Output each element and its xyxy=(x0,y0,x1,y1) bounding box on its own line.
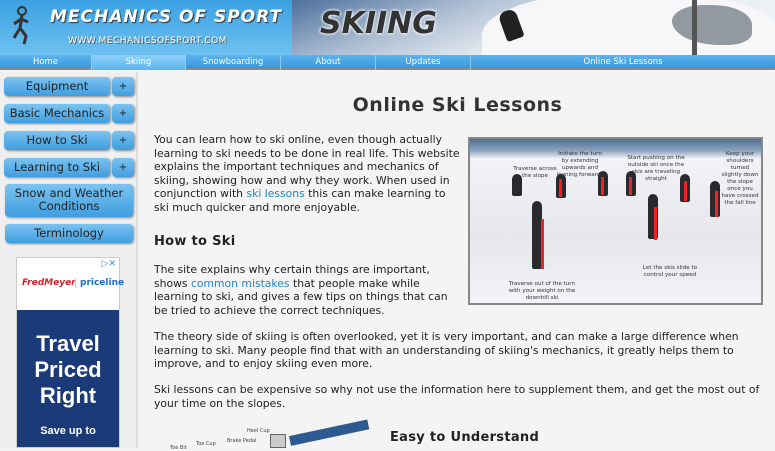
image-label-2: Initiate the turn by extending upwards and leaning forwards xyxy=(556,151,604,178)
header xyxy=(0,0,775,55)
runner-icon xyxy=(10,6,32,46)
easy-heading: Easy to Understand xyxy=(390,430,540,445)
logo-url: WWW.MECHANICSOFSPORT.COM xyxy=(68,36,227,46)
ski-turn-illustration xyxy=(468,137,763,305)
tab-skiing[interactable]: Skiing xyxy=(92,55,186,70)
sidebar xyxy=(0,72,138,448)
sidebar-item-snow-weather[interactable]: Snow and Weather Conditions xyxy=(5,184,133,217)
expand-basic-mechanics-button[interactable]: + xyxy=(112,104,134,123)
image-label-6: Traverse out of the turn with your weight on the downhill ski xyxy=(508,281,576,301)
ad-brand-priceline: priceline xyxy=(75,278,124,288)
intro-text-end: this can make learning to ski much quicker and more enjoyable. xyxy=(154,187,446,214)
page-title: Online Ski Lessons xyxy=(352,94,563,116)
image-label-3: Start pushing on the outside ski once the skis are traveling straight xyxy=(627,155,685,182)
banner-image xyxy=(292,0,775,55)
tab-snowboarding[interactable]: Snowboarding xyxy=(186,55,281,70)
sidebar-item-how-to-ski[interactable]: How to Ski xyxy=(4,131,110,150)
how-paragraph xyxy=(154,263,460,317)
diagram-label-toe-cup: Toe Cup xyxy=(196,441,216,447)
expand-learning-to-ski-button[interactable]: + xyxy=(112,158,134,177)
sidebar-item-equipment[interactable]: Equipment xyxy=(4,77,110,96)
ad-brand-fredmeyer: FredMeyer xyxy=(22,278,76,288)
ad-headline: Travel Priced Right xyxy=(34,331,102,408)
ad-subtext: Save up to xyxy=(40,425,96,437)
ad-close-icon[interactable]: ▷✕ xyxy=(101,259,116,269)
main-content xyxy=(140,72,775,451)
diagram-label-heel-cup: Heel Cup xyxy=(247,428,270,434)
sidebar-item-learning-to-ski[interactable]: Learning to Ski xyxy=(4,158,110,177)
image-label-5: Let the skis slide to control your speed xyxy=(642,265,698,278)
tab-online-ski-lessons[interactable]: Online Ski Lessons xyxy=(583,57,663,67)
tab-about[interactable]: About xyxy=(281,55,376,70)
expand-equipment-button[interactable]: + xyxy=(112,77,134,96)
image-label-1: Traverse across the slope xyxy=(513,166,557,179)
tab-home[interactable]: Home xyxy=(0,55,92,70)
image-label-4: Keep your shoulders turned slightly down the slope once you have crossed the fall line xyxy=(721,151,759,206)
tab-updates[interactable]: Updates xyxy=(376,55,471,70)
how-to-ski-heading: How to Ski xyxy=(154,234,236,249)
intro-paragraph xyxy=(154,133,460,215)
banner-title: SKIING xyxy=(320,6,437,41)
logo-title: MECHANICS OF SPORT xyxy=(50,7,283,27)
theory-paragraph: The theory side of skiing is often overlooked, yet it is very important, and can make a large difference when learning to ski. Many people find that with an understanding of skiing's mechanics, it greatly helps them to improve, and to enjoy skiing even more. xyxy=(154,330,739,371)
ski-lessons-link[interactable]: ski lessons xyxy=(246,187,305,201)
how-text: The site explains why certain things are important, shows xyxy=(154,263,430,290)
ski-binding-diagram xyxy=(170,424,370,451)
site-logo[interactable] xyxy=(0,0,292,55)
nav-bar xyxy=(0,55,775,70)
sidebar-item-terminology[interactable]: Terminology xyxy=(5,224,133,243)
expand-how-to-ski-button[interactable]: + xyxy=(112,131,134,150)
diagram-label-brake-pedal: Brake Pedal xyxy=(227,438,257,444)
advertisement[interactable] xyxy=(16,257,125,448)
lessons-paragraph: Ski lessons can be expensive so why not use the information here to supplement them, and get the most out of your time on the slopes. xyxy=(154,383,760,410)
sidebar-item-basic-mechanics[interactable]: Basic Mechanics xyxy=(4,104,110,123)
common-mistakes-link[interactable]: common mistakes xyxy=(190,276,290,290)
intro-text: You can learn how to ski online, even though actually learning to ski needs to be done in real life. This website explains the important techniques and mechanics of skiing, showing how and why they work. When used in conjunction with xyxy=(154,133,460,201)
diagram-label-toe-bit: Toe Bit xyxy=(170,445,187,451)
how-text-end: that people make while learning to ski, and gives a few tips on things that can be tried to achieve the correct techniques. xyxy=(154,276,448,317)
